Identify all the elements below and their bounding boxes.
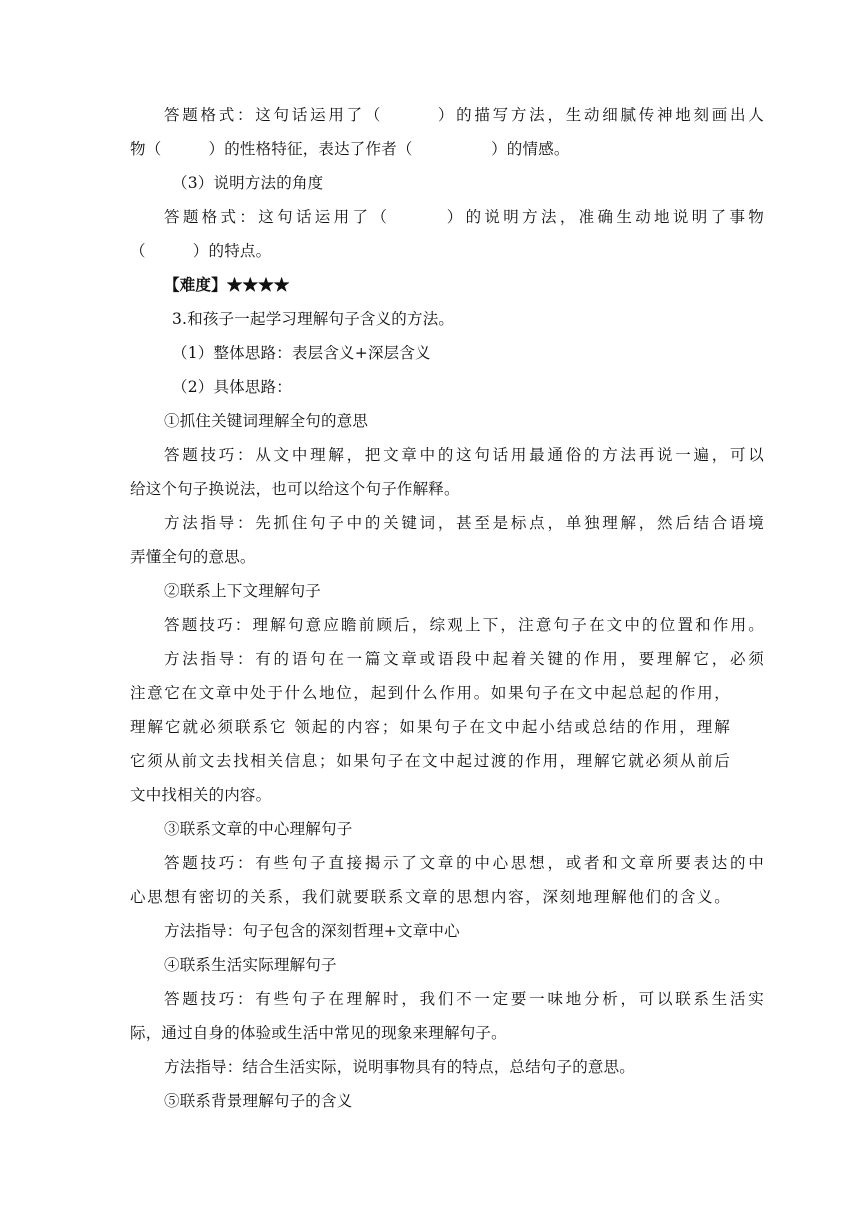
method-4-tip-line1: 答题技巧：有些句子在理解时，我们不一定要一味地分析，可以联系生活实: [164, 990, 764, 1008]
method-2-guide-line1: 方法指导：有的语句在一篇文章或语段中起着关键的作用，要理解它，必须: [164, 650, 764, 668]
method-1-tip-line2: 给这个句子换说法，也可以给这个句子作解释。: [130, 480, 460, 498]
method-4-tip-line2: 际，通过自身的体验或生活中常见的现象来理解句子。: [130, 1024, 507, 1042]
method-4-heading: ④联系生活实际理解句子: [164, 956, 337, 974]
method-3-heading: ③联系文章的中心理解句子: [164, 820, 353, 838]
method-2-guide-line2: 注意它在文章中处于什么地位，起到什么作用。如果句子在文中起总起的作用，: [130, 684, 730, 702]
method-1-tip-line1: 答题技巧：从文中理解，把文章中的这句话用最通俗的方法再说一遍，可以: [164, 446, 764, 464]
method-2-heading: ②联系上下文理解句子: [164, 582, 322, 600]
overall-approach: （1）整体思路：表层含义+深层含义: [172, 344, 431, 362]
method-4-guide: 方法指导：结合生活实际，说明事物具有的特点，总结句子的意思。: [164, 1058, 636, 1076]
method-5-heading: ⑤联系背景理解句子的含义: [164, 1092, 353, 1110]
method-2-guide-line5: 文中找相关的内容。: [130, 786, 272, 804]
specific-approach: （2）具体思路：: [172, 378, 292, 396]
answer-format-explanation-line1: 答题格式：这句话运用了（ ）的说明方法，准确生动地说明了事物: [164, 208, 764, 226]
method-2-guide-line3: 理解它就必须联系它 领起的内容；如果句子在文中起小结或总结的作用，理解: [130, 718, 730, 736]
section-heading-3: 3.和孩子一起学习理解句子含义的方法。: [172, 310, 455, 328]
method-1-guide-line2: 弄懂全句的意思。: [130, 548, 256, 566]
method-3-guide: 方法指导：句子包含的深刻哲理+文章中心: [164, 922, 460, 940]
method-1-heading: ①抓住关键词理解全句的意思: [164, 412, 369, 430]
method-3-tip-line2: 心思想有密切的关系，我们就要联系文章的思想内容，深刻地理解他们的含义。: [130, 888, 730, 906]
answer-format-description-line1: 答题格式：这句话运用了（ ）的描写方法，生动细腻传神地刻画出人: [164, 106, 764, 124]
method-2-guide-line4: 它须从前文去找相关信息；如果句子在文中起过渡的作用，理解它就必须从前后: [130, 752, 730, 770]
method-1-guide-line1: 方法指导：先抓住句子中的关键词，甚至是标点，单独理解，然后结合语境: [164, 514, 764, 532]
method-2-tip: 答题技巧：理解句意应瞻前顾后，综观上下，注意句子在文中的位置和作用。: [164, 616, 764, 634]
answer-format-description-line2: 物（ ）的性格特征，表达了作者（ ）的情感。: [130, 140, 570, 158]
answer-format-explanation-line2: （ ）的特点。: [130, 242, 272, 260]
difficulty-rating: 【难度】★★★★: [164, 275, 290, 294]
method-3-tip-line1: 答题技巧：有些句子直接揭示了文章的中心思想，或者和文章所要表达的中: [164, 854, 764, 872]
subheading-explanation-method: （3）说明方法的角度: [172, 174, 324, 192]
